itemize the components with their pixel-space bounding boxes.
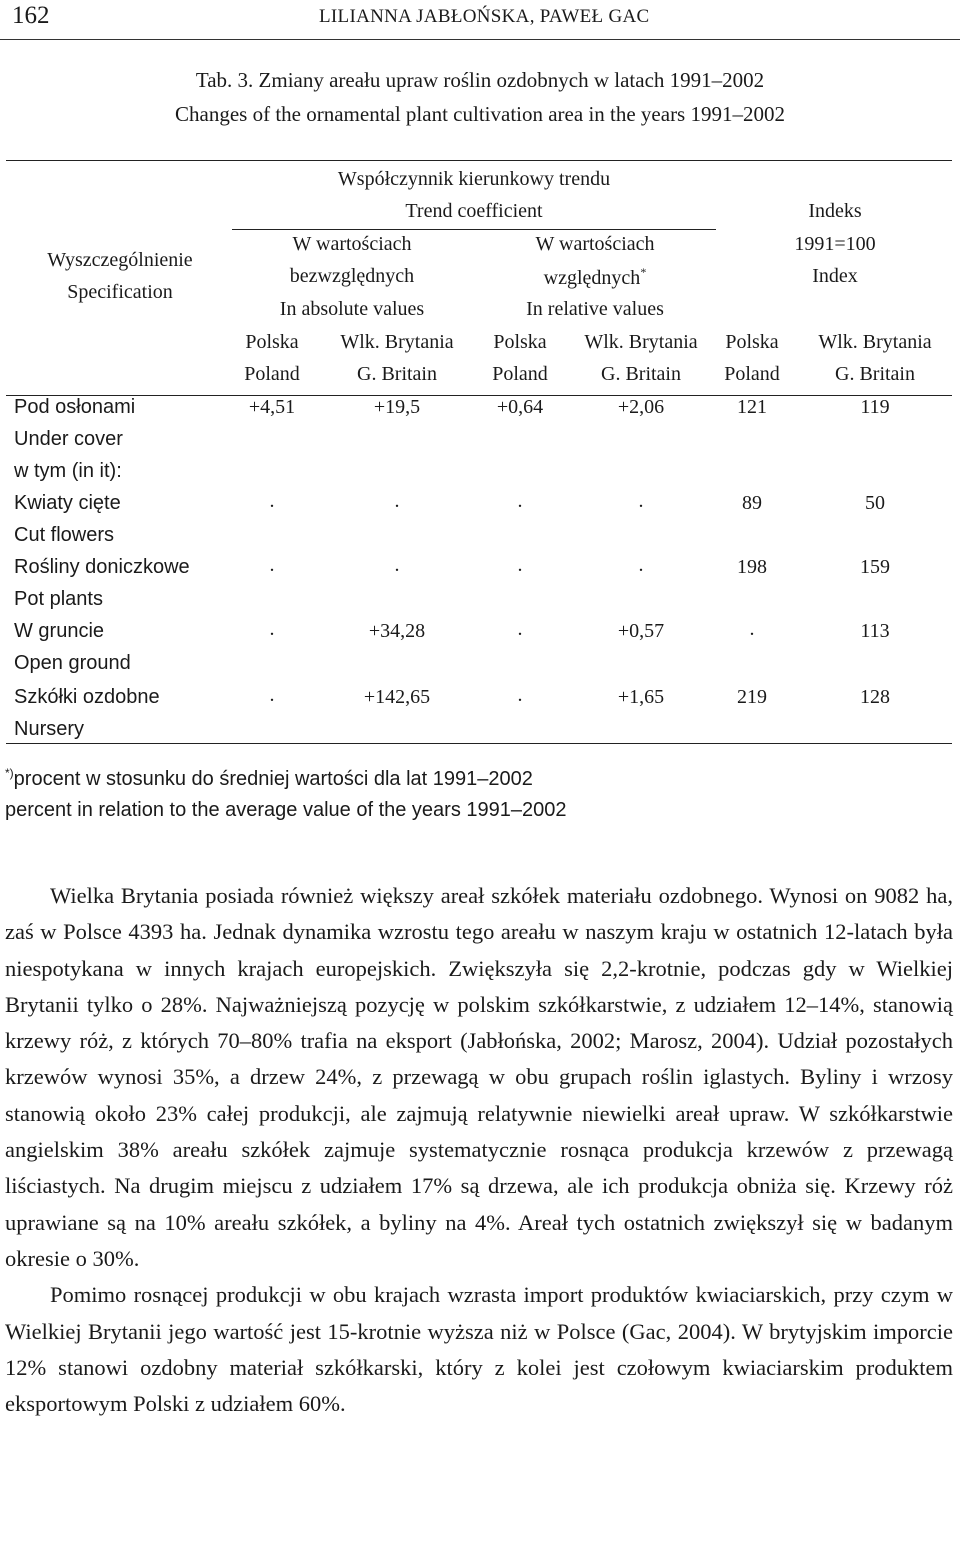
table-cell: +0,64 [496, 396, 544, 418]
table-cell: 198 [737, 556, 767, 578]
table-cell: . [394, 554, 400, 576]
table-cell: 121 [737, 396, 767, 418]
table-cell: +142,65 [363, 686, 431, 708]
header-absolute-pl-1: W wartościach [292, 233, 412, 255]
table-cell: 113 [860, 620, 890, 642]
row-label-pl: Pod osłonami [14, 396, 136, 418]
row-label-pl: Rośliny doniczkowe [14, 556, 190, 578]
header-index-pl: Indeks [808, 200, 862, 222]
table-bottom-rule [6, 743, 952, 744]
table-cell: . [394, 490, 400, 512]
table-cell: 89 [742, 492, 762, 514]
table-cell: . [269, 554, 275, 576]
header-specification-pl: Wyszczególnienie [47, 249, 193, 271]
body-text [5, 878, 953, 1422]
header-relative-en: In relative values [526, 298, 664, 320]
header-poland-en: Poland [492, 363, 548, 385]
footnote-en: percent in relation to the average value of the years 1991–2002 [5, 799, 567, 821]
footnote-pl: *)procent w stosunku do średniej wartości dla lat 1991–2002 [5, 766, 533, 790]
row-label-en: Under cover [14, 428, 123, 450]
running-head-authors: LILIANNA JABŁOŃSKA, PAWEŁ GAC [319, 6, 650, 27]
header-relative-pl-1: W wartościach [535, 233, 655, 255]
row-label-pl: Szkółki ozdobne [14, 686, 160, 708]
table-cell: . [517, 554, 523, 576]
footnote-mark: *) [5, 766, 14, 780]
table-cell: . [269, 490, 275, 512]
table-cell: . [517, 618, 523, 640]
row-label-pl: W gruncie [14, 620, 105, 642]
header-trend-en: Trend coefficient [405, 200, 543, 222]
header-poland-pl: Polska [245, 331, 299, 353]
header-gb-en: G. Britain [835, 363, 915, 385]
table-cell: . [517, 490, 523, 512]
running-head-rule [0, 39, 960, 40]
table-cell: +4,51 [248, 396, 296, 418]
row-label-pl: Kwiaty cięte [14, 492, 121, 514]
header-poland-en: Poland [724, 363, 780, 385]
header-gb-pl: Wlk. Brytania [340, 331, 454, 353]
table-cell: +19,5 [373, 396, 421, 418]
header-poland-en: Poland [244, 363, 300, 385]
table-cell: +2,06 [617, 396, 665, 418]
table-caption-en: Changes of the ornamental plant cultivation area in the years 1991–2002 [175, 102, 785, 126]
table-cell: 50 [865, 492, 885, 514]
table-cell: . [517, 684, 523, 706]
header-absolute-en: In absolute values [279, 298, 425, 320]
table-cell: 119 [860, 396, 890, 418]
header-relative-pl-2: względnych* [543, 265, 647, 289]
header-gb-en: G. Britain [357, 363, 437, 385]
paragraph: Pomimo rosnącej produkcji w obu krajach wzrasta import produktów kwiaciarskich, przy czym w Wielkiej Brytanii jego wartość jest 15-krotnie wyższa niż w Polsce (Gac, 2004). W brytyjskim imporcie 12% stanowi ozdobny materiał szkółkarski, który z kolei jest czołowym kwiaciarskim produktem eksportowym Polski z udziałem 60%. [5, 1282, 953, 1417]
row-label-pl: w tym (in it): [14, 460, 122, 482]
table-cell: +34,28 [368, 620, 426, 642]
header-absolute-pl-2: bezwzględnych [289, 265, 415, 287]
table-cell: . [638, 554, 644, 576]
page-number: 162 [12, 2, 50, 29]
row-label-en: Open ground [14, 652, 131, 674]
table-cell: . [269, 618, 275, 640]
header-poland-pl: Polska [725, 331, 779, 353]
table-cell: . [269, 684, 275, 706]
row-label-en: Pot plants [14, 588, 103, 610]
header-trend-pl: Współczynnik kierunkowy trendu [337, 168, 611, 190]
footnote-mark: * [640, 265, 647, 279]
table-cell: 128 [860, 686, 890, 708]
table-caption-pl: Tab. 3. Zmiany areału upraw roślin ozdobnych w latach 1991–2002 [195, 68, 765, 92]
table-cell: +1,65 [617, 686, 665, 708]
row-label-en: Cut flowers [14, 524, 115, 546]
header-gb-pl: Wlk. Brytania [584, 331, 698, 353]
table-cell: 219 [737, 686, 767, 708]
table-cell: . [638, 490, 644, 512]
row-label-en: Nursery [14, 718, 85, 740]
header-index-base: 1991=100 [794, 233, 876, 255]
header-gb-en: G. Britain [601, 363, 681, 385]
table-cell: 159 [860, 556, 890, 578]
header-gb-pl: Wlk. Brytania [818, 331, 932, 353]
header-index-en: Index [812, 265, 858, 287]
header-poland-pl: Polska [493, 331, 547, 353]
header-specification-en: Specification [67, 281, 173, 303]
table-cell: . [749, 618, 755, 640]
table-top-rule [6, 160, 952, 161]
paragraph: Wielka Brytania posiada również większy areał szkółek materiału ozdobnego. Wynosi on 9082 ha, zaś w Polsce 4393 ha. Jednak dynamika wzrostu tego areału w naszym kraju w ostatnich 12-latach była niespotykana w innych krajach europejskich. Zwiększyła się 2,2-krotnie, podczas gdy w Wielkiej Brytanii tylko o 28%. Najważniejszą pozycję w polskim szkółkarstwie, z udziałem 12–14%, stanowią krzewy róż, z których 70–80% trafia na eksport (Jabłońska, 2002; Marosz, 2004). Udział pozostałych krzewów wynosi 35%, a drzew 24%, z przewagą w obu grupach roślin iglastych. Byliny i wrzosy stanowią około 23% całej produkcji, ale zajmują relatywnie niewielki areał upraw. W szkółkarstwie angielskim 38% areału szkółek zajmuje systematycznie rosnąca produkcja krzewów z przewagą liściastych. Na drugim miejscu z udziałem 17% są drzewa, ale ich produkcja obniża się. Krzewy róż uprawiane są na 10% areału szkółek, a byliny na 4%. Areał tych ostatnich zwiększył się w badanym okresie o 30%. [5, 883, 953, 1271]
table-cell: +0,57 [617, 620, 665, 642]
trend-spanner-rule [232, 229, 716, 230]
